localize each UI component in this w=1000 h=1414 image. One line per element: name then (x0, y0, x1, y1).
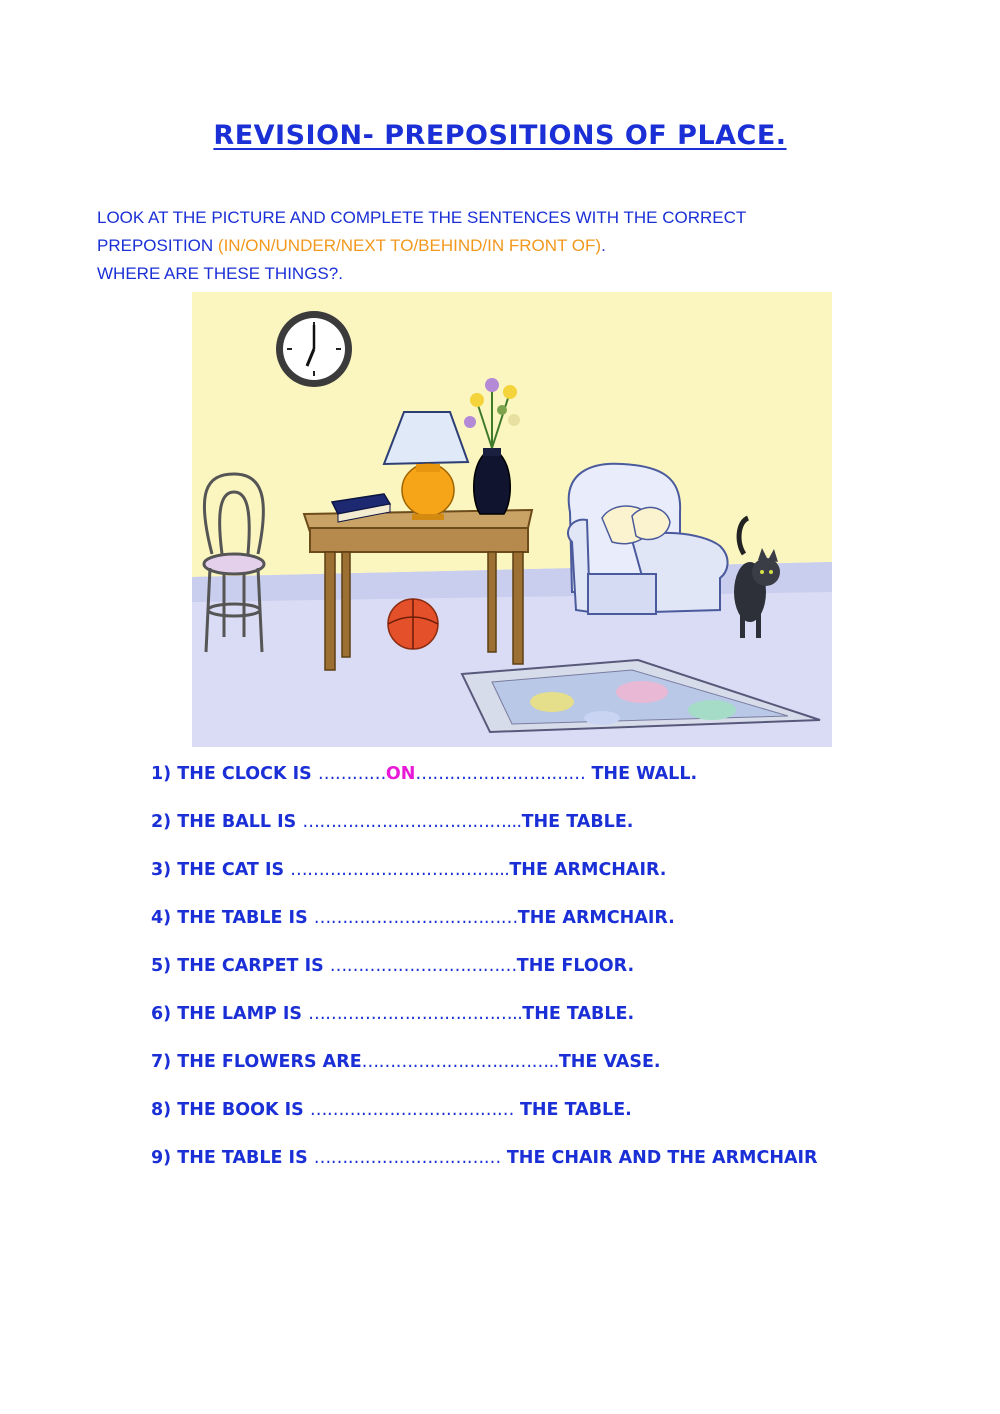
sentence-text: 7) THE FLOWERS ARE (151, 1052, 362, 1072)
sentence-text: 4) THE TABLE IS (151, 908, 314, 928)
instruction-line-2-end: . (601, 236, 606, 255)
sentence-end-text: THE VASE. (558, 1052, 661, 1072)
sentence-text: 1) THE CLOCK IS (151, 764, 318, 784)
wall-clock-icon (276, 311, 352, 387)
sentence-end-text: THE CHAIR AND THE ARMCHAIR (500, 1148, 818, 1168)
sentence-7 (151, 1050, 911, 1098)
answer-blank[interactable]: ……………………………….. (308, 1004, 523, 1024)
sentence-2 (151, 810, 911, 858)
sentence-1 (151, 762, 911, 810)
ball (388, 599, 438, 649)
sentence-text: 6) THE LAMP IS (151, 1004, 309, 1024)
answer-blank[interactable]: ……………………………… (309, 1100, 514, 1120)
sentence-text: 8) THE BOOK IS (151, 1100, 310, 1120)
sentence-text: 9) THE TABLE IS (151, 1148, 314, 1168)
answer-blank[interactable]: …………………………….. (361, 1052, 559, 1072)
instructions (97, 204, 917, 288)
answer-blank[interactable]: ……………………………… (313, 908, 518, 928)
sentence-6 (151, 1002, 911, 1050)
answer-blank[interactable]: …………………………… (329, 956, 517, 976)
instruction-preposition-label: PREPOSITION (97, 236, 218, 255)
sentence-end-text: THE WALL. (585, 764, 698, 784)
answer-blank-end[interactable]: ………………………… (415, 764, 586, 784)
sentence-4 (151, 906, 911, 954)
sentence-5 (151, 954, 911, 1002)
sentence-8 (151, 1098, 911, 1146)
answer-text[interactable]: ON (385, 764, 416, 784)
instruction-line-1: LOOK AT THE PICTURE AND COMPLETE THE SENTENCES WITH THE CORRECT (97, 208, 747, 227)
sentence-end-text: THE ARMCHAIR. (517, 908, 675, 928)
page-title: REVISION- PREPOSITIONS OF PLACE. (213, 120, 787, 151)
sentence-end-text: THE ARMCHAIR. (509, 860, 667, 880)
answer-blank[interactable]: ………………………………... (290, 860, 510, 880)
answer-blank[interactable]: ………… (317, 764, 386, 784)
answer-blank[interactable]: ………………………………... (302, 812, 522, 832)
room-illustration (192, 292, 832, 747)
sentence-end-text: THE TABLE. (522, 1004, 635, 1024)
sentence-3 (151, 858, 911, 906)
sentence-text: 2) THE BALL IS (151, 812, 303, 832)
sentence-list (151, 762, 911, 1194)
sentence-text: 5) THE CARPET IS (151, 956, 330, 976)
preposition-options: (IN/ON/UNDER/NEXT TO/BEHIND/IN FRONT OF) (217, 236, 602, 255)
sentence-end-text: THE TABLE. (521, 812, 634, 832)
sentence-end-text: THE FLOOR. (516, 956, 635, 976)
instruction-line-2 (97, 232, 917, 260)
sentence-9 (151, 1146, 911, 1194)
sentence-end-text: THE TABLE. (513, 1100, 632, 1120)
answer-blank[interactable]: …………………………… (313, 1148, 501, 1168)
instruction-line-3: WHERE ARE THESE THINGS?. (97, 264, 343, 283)
sentence-text: 3) THE CAT IS (151, 860, 291, 880)
